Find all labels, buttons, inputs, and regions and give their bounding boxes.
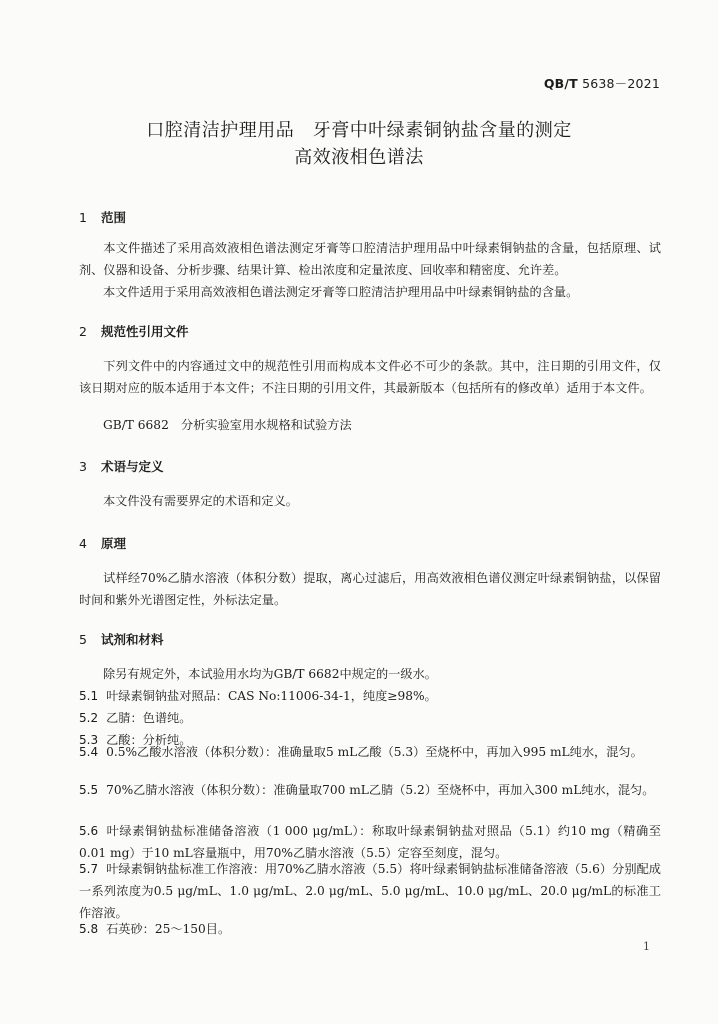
reagent-item-text: 叶绿素铜钠盐标准储备溶液（1 000 μg/mL）：称取叶绿素铜钠盐对照品（5.1）约10 mg（精确至0.01 mg）于10 mL容量瓶中，用70%乙腈水溶液（5.5）定容至刻度，混匀。	[79, 824, 661, 860]
section-title: 术语与定义	[101, 459, 164, 474]
scope-text-2: 本文件适用于采用高效液相色谱法测定牙膏等口腔清洁护理用品中叶绿素铜钠盐的含量。	[103, 285, 579, 299]
section-title: 范围	[101, 210, 127, 225]
reagent-item-text: 乙酸：分析纯。	[106, 733, 192, 747]
reagent-item-number: 5.4	[79, 745, 99, 759]
standard-code-number: 5638－2021	[577, 76, 660, 91]
section-heading-terms	[79, 457, 164, 475]
reagent-item	[79, 741, 661, 763]
reagent-item-number: 5.6	[79, 824, 99, 838]
section-number: 1	[79, 210, 87, 225]
section-title: 规范性引用文件	[101, 324, 189, 339]
section-heading-reagents	[79, 630, 164, 648]
references-paragraph	[79, 355, 661, 399]
reagent-item-number: 5.8	[79, 922, 99, 936]
page-number: 1	[643, 940, 650, 953]
reagents-intro-paragraph	[79, 663, 661, 685]
section-number: 5	[79, 632, 87, 647]
document-title-line1: 口腔清洁护理用品 牙膏中叶绿素铜钠盐含量的测定	[146, 120, 572, 141]
reagent-item-text: 叶绿素铜钠盐对照品：CAS No:11006-34-1，纯度≥98%。	[106, 689, 437, 703]
scope-paragraph-1	[79, 237, 661, 281]
reagent-item-number: 5.5	[79, 783, 99, 797]
reagent-item	[79, 707, 661, 729]
references-text: 下列文件中的内容通过文中的规范性引用而构成本文件必不可少的条款。其中，注日期的引用文件，仅该日期对应的版本适用于本文件；不注日期的引用文件，其最新版本（包括所有的修改单）适用于本文件。	[79, 359, 661, 395]
section-heading-principle	[79, 534, 126, 552]
principle-paragraph	[79, 567, 661, 611]
section-heading-scope	[79, 208, 126, 226]
section-number: 4	[79, 536, 87, 551]
reference-text: GB/T 6682 分析实验室用水规格和试验方法	[103, 418, 352, 432]
reagent-item-text: 叶绿素铜钠盐标准工作溶液：用70%乙腈水溶液（5.5）将叶绿素铜钠盐标准储备溶液（5.6）分别配成一系列浓度为0.5 μg/mL、1.0 μg/mL、2.0 μg/mL、5.0 μg/mL、10.0 μg/mL、20.0 μg/mL的标准工作溶液。	[79, 862, 661, 920]
reagents-intro-text: 除另有规定外，本试验用水均为GB/T 6682中规定的一级水。	[103, 667, 437, 681]
reagent-item-number: 5.7	[79, 862, 99, 876]
reagent-item	[79, 918, 661, 940]
principle-text: 试样经70%乙腈水溶液（体积分数）提取，离心过滤后，用高效液相色谱仪测定叶绿素铜钠盐，以保留时间和紫外光谱图定性，外标法定量。	[79, 571, 661, 607]
standard-code	[544, 74, 660, 92]
reagent-item-number: 5.3	[79, 733, 99, 747]
reagent-item-number: 5.2	[79, 711, 99, 725]
reagent-item-number: 5.1	[79, 689, 99, 703]
standard-code-prefix: QB/T	[543, 76, 578, 91]
reagent-item	[79, 858, 661, 924]
section-number: 2	[79, 324, 87, 339]
reference-item	[79, 414, 661, 436]
reagent-item-text: 70%乙腈水溶液（体积分数）：准确量取700 mL乙腈（5.2）至烧杯中，再加入300 mL纯水，混匀。	[106, 783, 655, 797]
section-title: 试剂和材料	[101, 632, 164, 647]
terms-paragraph	[79, 490, 661, 512]
reagent-item-text: 0.5%乙酸水溶液（体积分数）：准确量取5 mL乙酸（5.3）至烧杯中，再加入995 mL纯水，混匀。	[106, 745, 643, 759]
section-heading-normative-references	[79, 322, 189, 340]
section-title: 原理	[101, 536, 127, 551]
reagent-item-text: 乙腈：色谱纯。	[106, 711, 192, 725]
scope-paragraph-2	[79, 281, 661, 303]
reagent-item	[79, 685, 661, 707]
document-title-line2: 高效液相色谱法	[294, 147, 424, 168]
section-number: 3	[79, 459, 87, 474]
terms-text: 本文件没有需要界定的术语和定义。	[103, 494, 298, 508]
scope-text-1: 本文件描述了采用高效液相色谱法测定牙膏等口腔清洁护理用品中叶绿素铜钠盐的含量，包括原理、试剂、仪器和设备、分析步骤、结果计算、检出浓度和定量浓度、回收率和精密度、允许差。	[79, 241, 661, 277]
reagent-item-text: 石英砂：25～150目。	[106, 922, 231, 936]
reagent-item	[79, 779, 661, 801]
